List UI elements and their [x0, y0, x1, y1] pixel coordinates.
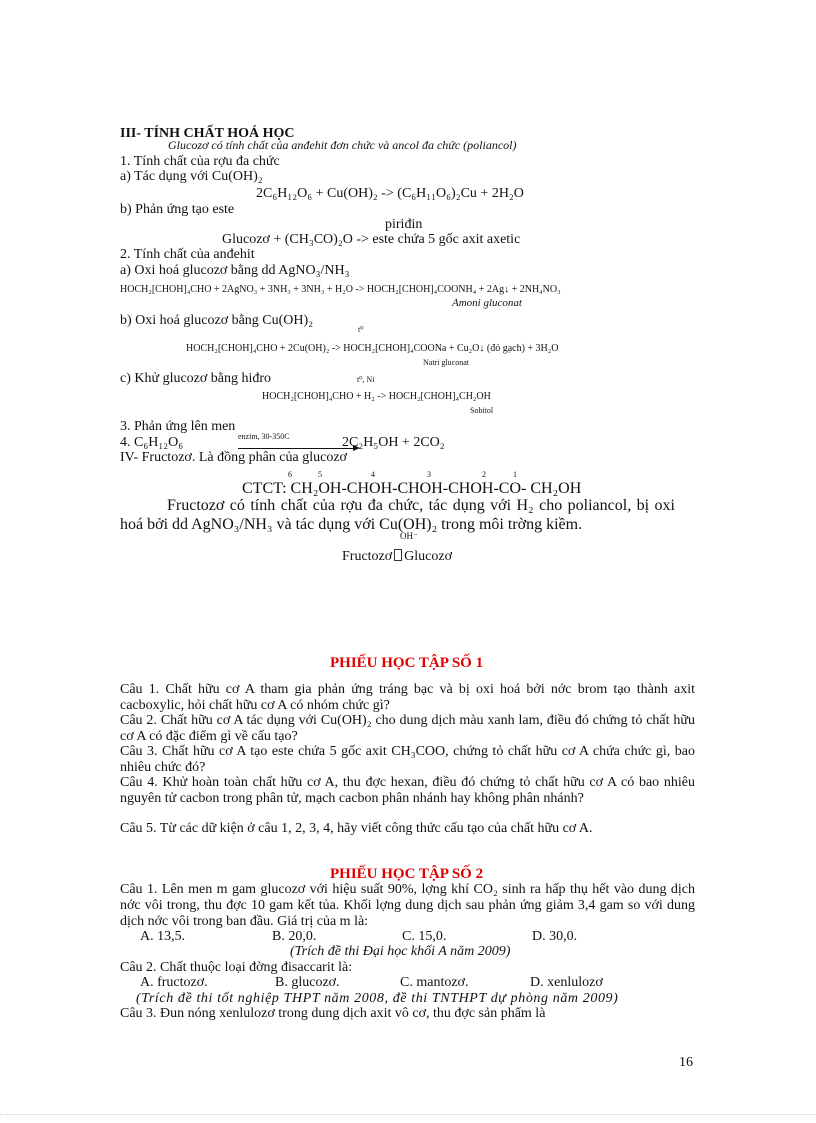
ws2-question-1: Câu 1. Lên men m gam glucozơ với hiệu suất 90%, lợng khí CO₂ sinh ra hấp thụ hết vào dung dịch nớc vôi trong, thu đợc 10 gam kết tủa. Khối lợng dung dịch sau phản ứng giảm 3,4 gam so với dung dịch nớc vôi trong ban đầu. Giá trị của m là:	[120, 882, 695, 929]
equation-1: 2C₆H₁₂O₆ + Cu(OH)₂ -> (C₆H₁₁O₆)₂Cu + 2H₂O	[256, 186, 524, 201]
fermentation-products: 2C₂H₅OH + 2CO₂	[342, 435, 445, 450]
subheading-2a: a) Oxi hoá glucozơ bằng dd AgNO₃/NH₃	[120, 263, 350, 278]
oh-label: OH⁻	[400, 531, 418, 541]
equilibrium-arrow-icon	[394, 549, 402, 561]
piridin-label: piriđin	[385, 217, 423, 232]
ws2-q1-option-d: D. 30,0.	[532, 929, 578, 944]
ws2-q2-option-b: B. glucozơ.	[275, 975, 340, 990]
ws2-q2-source: (Trích đề thi tốt nghiệp THPT năm 2008, đề thi TNTHPT dự phòng năm 2009)	[136, 991, 619, 1006]
ws1-question-1: Câu 1. Chất hữu cơ A tham gia phản ứng tráng bạc và bị oxi hoá bởi nớc brom tạo thành axit cacboxylic, hỏi chất hữu cơ A có nhóm chức gì?	[120, 682, 695, 713]
equilibrium	[342, 549, 452, 565]
equation-5: HOCH₂[CHOH]₄CHO + H₂ -> HOCH₂[CHOH]₄CH₂OH	[262, 391, 491, 402]
ws2-q2-option-a: A. fructozơ.	[140, 975, 208, 990]
section-heading: III- TÍNH CHẤT HOÁ HỌC	[120, 126, 295, 141]
subheading-1: 1. Tính chất của rợu đa chức	[120, 154, 280, 169]
subheading-1a: a) Tác dụng với Cu(OH)₂	[120, 169, 263, 184]
subheading-2b: b) Oxi hoá glucozơ bằng Cu(OH)₂	[120, 313, 314, 328]
equilibrium-left: Fructozơ	[342, 549, 393, 564]
ws2-q1-source: (Trích đề thi Đại học khối A năm 2009)	[290, 944, 511, 959]
ws2-q1-option-b: B. 20,0.	[272, 929, 317, 944]
ws1-question-3: Câu 3. Chất hữu cơ A tạo este chứa 5 gốc axit CH₃COO, chứng tỏ chất hữu cơ A chứa chức gì, bao nhiêu chức đó?	[120, 744, 695, 775]
fructose-properties: Fructozơ có tính chất của rợu đa chức, tác dụng với H₂ cho poliancol, bị oxi hoá bởi dd AgNO₃/NH₃ và tác dụng với Cu(OH)₂ trong môi trờng kiềm.	[120, 497, 675, 533]
equilibrium-right: Glucozơ	[404, 549, 453, 564]
subheading-1b: b) Phản ứng tạo este	[120, 202, 235, 217]
carbon-number-2: 2	[482, 470, 486, 479]
fermentation-condition: enzim, 30-350C	[238, 432, 290, 441]
page-bottom-divider	[0, 1114, 816, 1115]
ws1-question-5: Câu 5. Từ các dữ kiện ở câu 1, 2, 3, 4, hãy viết công thức cấu tạo của chất hữu cơ A.	[120, 821, 593, 836]
carbon-number-5: 5	[318, 470, 322, 479]
equation-2: Glucozơ + (CH₃CO)₂O -> este chứa 5 gốc axit axetic	[222, 232, 521, 247]
intro-text: Glucozơ có tính chất của anđehit đơn chức và ancol đa chức (poliancol)	[168, 138, 517, 152]
t0-ni-label: t⁰, Ni	[357, 375, 375, 384]
ws2-question-3: Câu 3. Đun nóng xenlulozơ trong dung dịch axit vô cơ, thu đợc sản phẩm là	[120, 1006, 546, 1021]
equation-4: HOCH₂[CHOH]₄CHO + 2Cu(OH)₂ -> HOCH₂[CHOH]₄COONa + Cu₂O↓ (đỏ gạch) + 3H₂O	[186, 343, 559, 354]
carbon-number-3: 3	[427, 470, 431, 479]
equation-3-label: Amoni gluconat	[452, 297, 522, 309]
ws2-q1-option-a: A. 13,5.	[140, 929, 186, 944]
subheading-2: 2. Tính chất của anđehit	[120, 247, 255, 262]
subheading-4: 4. C₆H₁₂O₆	[120, 435, 184, 450]
ws2-q1-option-c: C. 15,0.	[402, 929, 447, 944]
carbon-number-6: 6	[288, 470, 292, 479]
t0-label: t⁰	[358, 325, 364, 334]
equation-4-label: Natri gluconat	[423, 358, 469, 367]
subheading-3: 3. Phản ứng lên men	[120, 419, 236, 434]
carbon-number-1: 1	[513, 470, 517, 479]
carbon-number-4: 4	[371, 470, 375, 479]
ws1-question-4: Câu 4. Khử hoàn toàn chất hữu cơ A, thu đợc hexan, điều đó chứng tỏ chất hữu cơ A có bao nhiêu nguyên tử cacbon trong phân tử, mạch cacbon phân nhánh hay không phân nhánh?	[120, 775, 695, 806]
worksheet-2-title: PHIẾU HỌC TẬP SỐ 2	[330, 866, 484, 882]
ws1-question-2: Câu 2. Chất hữu cơ A tác dụng với Cu(OH)₂ cho dung dịch màu xanh lam, điều đó chứng tỏ chất hữu cơ A có đặc điểm gì về cấu tạo?	[120, 713, 695, 744]
section-iv-heading: IV- Fructozơ. Là đồng phân của glucozơ	[120, 450, 347, 465]
structural-formula: CTCT: CH₂OH-CHOH-CHOH-CHOH-CO- CH₂OH	[242, 480, 582, 497]
ws2-question-2: Câu 2. Chất thuộc loại đờng đisaccarit là:	[120, 960, 353, 975]
subheading-2c: c) Khử glucozơ bằng hiđro	[120, 371, 272, 386]
equation-5-label: Sobitol	[470, 406, 494, 415]
worksheet-1-title: PHIẾU HỌC TẬP SỐ 1	[330, 655, 484, 671]
reaction-arrow	[238, 448, 358, 449]
ws2-q2-option-c: C. mantozơ.	[400, 975, 469, 990]
equation-3: HOCH₂[CHOH]₄CHO + 2AgNO₃ + 3NH₃ + 3NH₃ + H₂O -> HOCH₂[CHOH]₄COONH₄ + 2Ag↓ + 2NH₄NO₃	[120, 284, 561, 295]
page-number: 16	[679, 1055, 693, 1070]
ws2-q2-option-d: D. xenlulozơ	[530, 975, 603, 990]
